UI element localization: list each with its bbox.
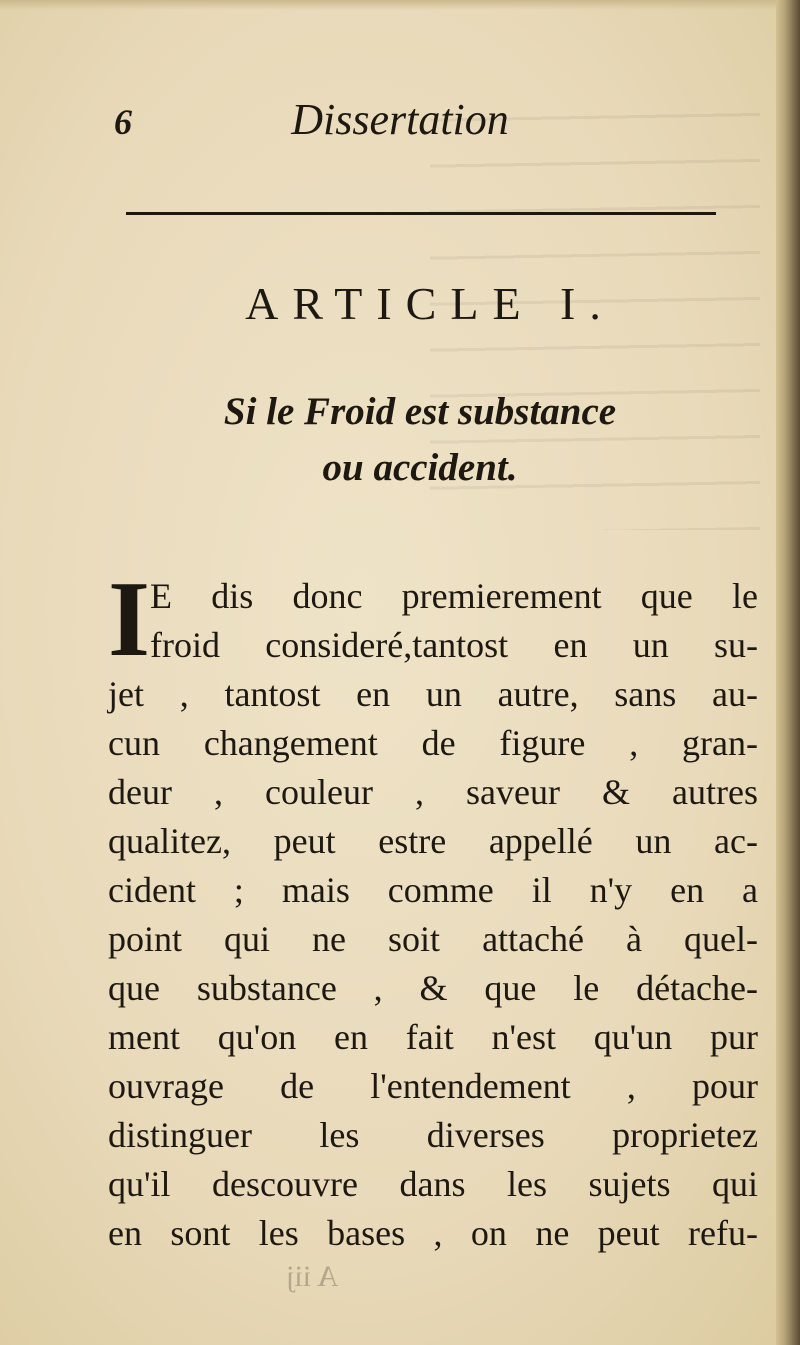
text-line-5: deur , couleur , saveur & autres — [108, 772, 758, 812]
text-line-10: ment qu'on en fait n'est qu'un pur — [108, 1017, 758, 1057]
drop-cap: I — [108, 560, 151, 679]
text-line-12: distinguer les diverses proprietez — [108, 1115, 758, 1155]
article-subtitle — [120, 384, 720, 496]
running-title: Dissertation — [291, 95, 509, 144]
article-heading: ARTICLE I. — [245, 278, 615, 329]
page-number: 6 — [114, 102, 132, 142]
page-binding-edge — [776, 0, 800, 1345]
body-paragraph — [108, 560, 758, 1258]
text-line-1: E dis donc premierement que le — [150, 576, 758, 616]
subtitle-line-2: ou accident. — [322, 446, 518, 489]
signature-mark: A iij — [286, 1260, 339, 1293]
text-line-14: en sont les bases , on ne peut refu- — [108, 1213, 758, 1253]
text-line-4: cun changement de figure , gran- — [108, 723, 758, 763]
text-line-8: point qui ne soit attaché à quel- — [108, 919, 758, 959]
text-line-7: cident ; mais comme il n'y en a — [108, 870, 758, 910]
text-line-2: froid consideré,tantost en un su- — [150, 625, 758, 665]
header-rule — [126, 212, 716, 215]
text-line-9: que substance , & que le détache- — [108, 968, 758, 1008]
page-top-edge — [0, 0, 800, 10]
text-line-11: ouvrage de l'entendement , pour — [108, 1066, 758, 1106]
text-line-3: jet , tantost en un autre, sans au- — [108, 674, 758, 714]
text-line-6: qualitez, peut estre appellé un ac- — [108, 821, 758, 861]
text-line-13: qu'il descouvre dans les sujets qui — [108, 1164, 758, 1204]
subtitle-line-1: Si le Froid est substance — [223, 390, 617, 433]
